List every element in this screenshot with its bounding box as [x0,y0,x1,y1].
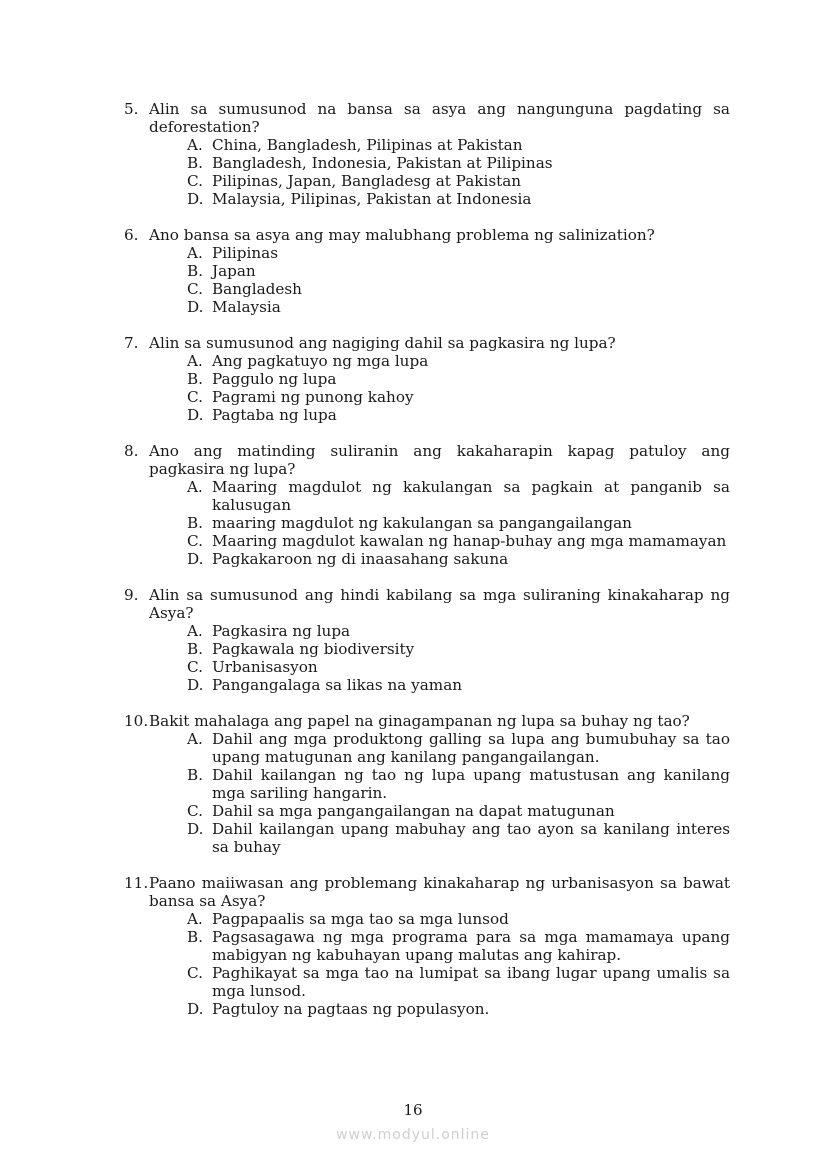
choice-text: Maaring magdulot ng kakulangan sa pagkain at panganib sa kalusugan [212,478,730,514]
question-7 [124,334,730,424]
choice-letter: D. [187,676,204,694]
choice-c [187,658,730,676]
choice-d [187,1000,730,1018]
choice-b [187,640,730,658]
choice-text: Dahil ang mga produktong galling sa lupa ang bumubuhay sa tao upang matugunan ang kanilang pangangailangan. [212,730,730,766]
question-number: 9. [124,586,139,604]
choice-letter: A. [187,622,203,640]
choice-list [124,478,730,568]
choice-letter: B. [187,262,203,280]
choice-text: Bangladesh, Indonesia, Pakistan at Pilipinas [212,154,553,172]
choice-a [187,478,730,514]
choice-letter: A. [187,730,203,748]
choice-d [187,298,730,316]
choice-text: Dahil kailangan ng tao ng lupa upang matustusan ang kanilang mga sariling hangarin. [212,766,730,802]
choice-text: Dahil kailangan upang mabuhay ang tao ayon sa kanilang interes sa buhay [212,820,730,856]
choice-letter: D. [187,190,204,208]
question-text: Alin sa sumusunod ang nagiging dahil sa pagkasira ng lupa? [149,334,616,352]
choice-text: Japan [212,262,256,280]
choice-text: Pilipinas [212,244,279,262]
choice-letter: C. [187,802,203,820]
choice-text: Pagpapaalis sa mga tao sa mga lunsod [212,910,509,928]
choice-letter: B. [187,928,203,946]
question-number: 10. [124,712,149,730]
choice-text: Maaring magdulot kawalan ng hanap-buhay ang mga mamamayan [212,532,727,550]
choice-list [124,352,730,424]
choice-text: Pagtaba ng lupa [212,406,337,424]
choice-a [187,730,730,766]
choice-letter: D. [187,550,204,568]
choice-letter: C. [187,964,203,982]
choice-text: Pilipinas, Japan, Bangladesg at Pakistan [212,172,522,190]
question-6 [124,226,730,316]
choice-text: Urbanisasyon [212,658,318,676]
choice-list [124,730,730,856]
choice-letter: C. [187,172,203,190]
choice-text: Pagkawala ng biodiversity [212,640,415,658]
choice-a [187,352,730,370]
choice-a [187,136,730,154]
choice-letter: C. [187,388,203,406]
choice-text: Pagkakaroon ng di inaasahang sakuna [212,550,509,568]
choice-text: Pangangalaga sa likas na yaman [212,676,463,694]
question-number: 11. [124,874,149,892]
choice-text: Paggulo ng lupa [212,370,337,388]
choice-letter: D. [187,406,204,424]
question-number: 7. [124,334,139,352]
choice-b [187,928,730,964]
choice-letter: C. [187,658,203,676]
choice-letter: D. [187,1000,204,1018]
choice-text: Pagrami ng punong kahoy [212,388,414,406]
choice-b [187,154,730,172]
watermark: www.modyul.online [336,1127,490,1143]
choice-a [187,244,730,262]
choice-text: Paghikayat sa mga tao na lumipat sa ibang lugar upang umalis sa mga lunsod. [212,964,730,1000]
question-text: Ano bansa sa asya ang may malubhang problema ng salinization? [149,226,655,244]
choice-list [124,910,730,1018]
choice-text: China, Bangladesh, Pilipinas at Pakistan [212,136,523,154]
choice-letter: B. [187,370,203,388]
question-text: Paano maiiwasan ang problemang kinakaharap ng urbanisasyon sa bawat bansa sa Asya? [149,874,730,910]
choice-text: Malaysia, Pilipinas, Pakistan at Indonesia [212,190,532,208]
choice-letter: B. [187,766,203,784]
choice-d [187,406,730,424]
choice-b [187,766,730,802]
question-8 [124,442,730,568]
choice-b [187,262,730,280]
choice-c [187,280,730,298]
choice-c [187,388,730,406]
choice-d [187,676,730,694]
choice-text: Bangladesh [212,280,302,298]
choice-c [187,532,730,550]
choice-letter: A. [187,478,203,496]
question-number: 8. [124,442,139,460]
question-11 [124,874,730,1018]
choice-text: Ang pagkatuyo ng mga lupa [212,352,429,370]
choice-text: Pagkasira ng lupa [212,622,351,640]
question-5 [124,100,730,208]
choice-list [124,136,730,208]
question-text: Ano ang matinding suliranin ang kakaharapin kapag patuloy ang pagkasira ng lupa? [149,442,730,478]
choice-list [124,244,730,316]
choice-letter: C. [187,532,203,550]
question-number: 6. [124,226,139,244]
choice-letter: C. [187,280,203,298]
choice-c [187,172,730,190]
choice-text: Dahil sa mga pangangailangan na dapat matugunan [212,802,615,820]
question-text: Bakit mahalaga ang papel na ginagampanan ng lupa sa buhay ng tao? [149,712,690,730]
choice-b [187,370,730,388]
choice-d [187,190,730,208]
page-number: 16 [403,1101,423,1119]
choice-letter: A. [187,136,203,154]
choice-a [187,622,730,640]
choice-letter: A. [187,244,203,262]
choice-letter: B. [187,514,203,532]
choice-letter: D. [187,820,204,838]
question-list [124,100,730,1036]
choice-d [187,820,730,856]
choice-letter: A. [187,910,203,928]
choice-list [124,622,730,694]
question-9 [124,586,730,694]
choice-text: Malaysia [212,298,281,316]
question-text: Alin sa sumusunod ang hindi kabilang sa mga suliraning kinakaharap ng Asya? [149,586,730,622]
choice-text: Pagtuloy na pagtaas ng populasyon. [212,1000,490,1018]
choice-c [187,802,730,820]
choice-letter: B. [187,154,203,172]
choice-text: maaring magdulot ng kakulangan sa pangangailangan [212,514,632,532]
choice-a [187,910,730,928]
choice-letter: B. [187,640,203,658]
choice-letter: D. [187,298,204,316]
choice-letter: A. [187,352,203,370]
choice-c [187,964,730,1000]
choice-b [187,514,730,532]
choice-d [187,550,730,568]
choice-text: Pagsasagawa ng mga programa para sa mga mamamaya upang mabigyan ng kabuhayan upang malutas ang kahirap. [212,928,730,964]
question-10 [124,712,730,856]
question-number: 5. [124,100,139,118]
question-text: Alin sa sumusunod na bansa sa asya ang nangunguna pagdating sa deforestation? [149,100,730,136]
